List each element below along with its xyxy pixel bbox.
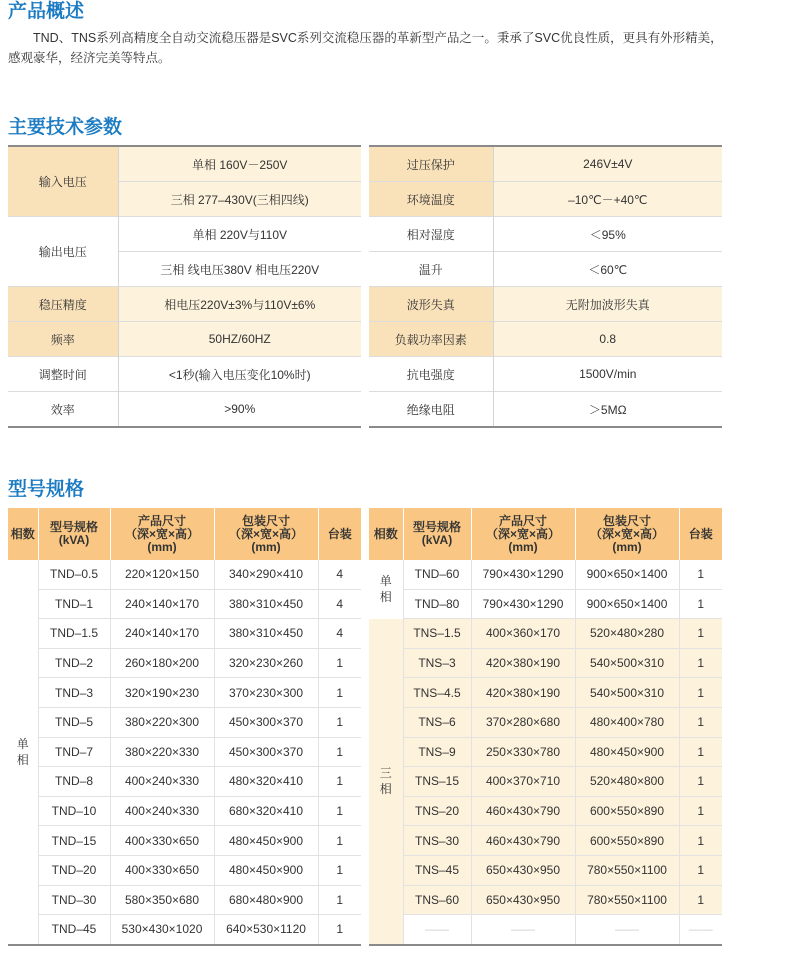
spec-label: 抗电强度 <box>369 357 493 392</box>
spec-row <box>8 392 361 428</box>
table-row <box>369 855 722 885</box>
spec-value: 单相 220V与110V <box>118 217 361 252</box>
unit-qty: —— <box>679 915 722 945</box>
header-model: 型号规格 (kVA) <box>403 508 471 560</box>
spec-table-left <box>8 145 361 428</box>
table-row <box>369 619 722 649</box>
unit-qty: 1 <box>679 826 722 856</box>
spec-label: 频率 <box>8 322 118 357</box>
spec-row <box>369 252 722 287</box>
unit-qty: 1 <box>679 678 722 708</box>
spec-row <box>8 217 361 252</box>
package-size: 480×450×900 <box>575 737 679 767</box>
package-size: 520×480×280 <box>575 619 679 649</box>
model-name: TND–80 <box>403 589 471 619</box>
table-row <box>8 589 361 619</box>
product-size: 650×430×950 <box>471 885 575 915</box>
spec-label: 绝缘电阻 <box>369 392 493 428</box>
model-name: TNS–1.5 <box>403 619 471 649</box>
product-size: 530×430×1020 <box>110 915 214 945</box>
package-size: 380×310×450 <box>214 619 318 649</box>
package-size: 680×320×410 <box>214 796 318 826</box>
model-name: TND–3 <box>38 678 110 708</box>
spec-label: 输入电压 <box>8 146 118 217</box>
model-name: TND–45 <box>38 915 110 945</box>
product-size: 460×430×790 <box>471 826 575 856</box>
product-size: 400×240×330 <box>110 796 214 826</box>
package-size: 450×300×370 <box>214 737 318 767</box>
model-name: TNS–3 <box>403 648 471 678</box>
model-name: TND–1.5 <box>38 619 110 649</box>
spec-label: 相对湿度 <box>369 217 493 252</box>
unit-qty: 1 <box>318 648 361 678</box>
product-size: 400×360×170 <box>471 619 575 649</box>
package-size: 900×650×1400 <box>575 589 679 619</box>
model-name: TNS–15 <box>403 767 471 797</box>
product-size: 400×240×330 <box>110 767 214 797</box>
model-header-row <box>8 508 361 560</box>
table-row <box>369 648 722 678</box>
unit-qty: 1 <box>679 855 722 885</box>
table-row <box>8 737 361 767</box>
product-size: 240×140×170 <box>110 589 214 619</box>
model-name: TNS–45 <box>403 855 471 885</box>
package-size: 600×550×890 <box>575 796 679 826</box>
product-size: 400×330×650 <box>110 826 214 856</box>
unit-qty: 1 <box>679 767 722 797</box>
model-table-left-body <box>8 560 361 945</box>
model-name: TND–5 <box>38 707 110 737</box>
model-name: TND–8 <box>38 767 110 797</box>
table-row <box>369 707 722 737</box>
table-row <box>369 737 722 767</box>
model-name: TND–10 <box>38 796 110 826</box>
spec-value: 50HZ/60HZ <box>118 322 361 357</box>
unit-qty: 1 <box>679 619 722 649</box>
package-size: 480×450×900 <box>214 826 318 856</box>
model-name: TND–2 <box>38 648 110 678</box>
phase-group: 三 相 <box>369 619 403 945</box>
package-size: 480×320×410 <box>214 767 318 797</box>
models-heading: 型号规格 <box>8 478 85 500</box>
package-size: 780×550×1100 <box>575 855 679 885</box>
spec-value: 三相 线电压380V 相电压220V <box>118 252 361 287</box>
spec-value: >90% <box>118 392 361 428</box>
package-size: 450×300×370 <box>214 707 318 737</box>
specs-heading: 主要技术参数 <box>8 116 123 138</box>
table-row <box>8 767 361 797</box>
product-size: 380×220×300 <box>110 707 214 737</box>
model-name: TND–0.5 <box>38 560 110 589</box>
spec-row <box>369 182 722 217</box>
table-row <box>369 915 722 945</box>
table-row <box>369 560 722 589</box>
model-name: TNS–4.5 <box>403 678 471 708</box>
table-row <box>8 560 361 589</box>
model-name: TND–60 <box>403 560 471 589</box>
unit-qty: 1 <box>679 589 722 619</box>
spec-value: 单相 160V－250V <box>118 146 361 182</box>
spec-value: 相电压220V±3%与110V±6% <box>118 287 361 322</box>
model-table-right-body <box>369 560 722 945</box>
overview-text: TND、TNS系列高精度全自动交流稳压器是SVC系列交流稳压器的革新型产品之一。秉承了SVC优良性质，更具有外形精美，感观豪华，经济完美等特点。 <box>8 31 723 65</box>
unit-qty: 4 <box>318 619 361 649</box>
header-qty: 台装 <box>318 508 361 560</box>
spec-row <box>8 357 361 392</box>
spec-value: 246V±4V <box>493 146 722 182</box>
table-row <box>369 589 722 619</box>
product-size: 420×380×190 <box>471 678 575 708</box>
spec-label: 过压保护 <box>369 146 493 182</box>
spec-value: <1秒(输入电压变化10%时) <box>118 357 361 392</box>
header-size: 产品尺寸 （深×宽×高） (mm) <box>471 508 575 560</box>
unit-qty: 1 <box>318 767 361 797</box>
header-phase: 相数 <box>369 508 403 560</box>
spec-value: ＜95% <box>493 217 722 252</box>
product-size: 420×380×190 <box>471 648 575 678</box>
table-row <box>369 678 722 708</box>
spec-label: 输出电压 <box>8 217 118 287</box>
model-name: TNS–6 <box>403 707 471 737</box>
package-size: 640×530×1120 <box>214 915 318 945</box>
unit-qty: 1 <box>679 648 722 678</box>
spec-value: 三相 277–430V(三相四线) <box>118 182 361 217</box>
spec-label: 环境温度 <box>369 182 493 217</box>
unit-qty: 1 <box>318 678 361 708</box>
package-size: 380×310×450 <box>214 589 318 619</box>
header-pack: 包装尺寸 （深×宽×高） (mm) <box>214 508 318 560</box>
product-size: 400×370×710 <box>471 767 575 797</box>
header-phase: 相数 <box>8 508 38 560</box>
product-size: 250×330×780 <box>471 737 575 767</box>
spec-label: 温升 <box>369 252 493 287</box>
unit-qty: 1 <box>679 707 722 737</box>
spec-row <box>369 322 722 357</box>
spec-value: –10℃－+40℃ <box>493 182 722 217</box>
table-row <box>369 796 722 826</box>
spec-row <box>369 392 722 428</box>
table-row <box>8 885 361 915</box>
phase-group: 单 相 <box>8 560 38 945</box>
table-row <box>8 826 361 856</box>
unit-qty: 1 <box>679 885 722 915</box>
product-size: 320×190×230 <box>110 678 214 708</box>
spec-label: 效率 <box>8 392 118 428</box>
product-size: 580×350×680 <box>110 885 214 915</box>
spec-row <box>8 322 361 357</box>
product-size: 650×430×950 <box>471 855 575 885</box>
model-name: TND–30 <box>38 885 110 915</box>
table-row <box>8 796 361 826</box>
package-size: 540×500×310 <box>575 678 679 708</box>
spec-row <box>8 146 361 182</box>
model-name: TNS–60 <box>403 885 471 915</box>
package-size: 540×500×310 <box>575 648 679 678</box>
table-row <box>369 826 722 856</box>
package-size: 480×450×900 <box>214 855 318 885</box>
model-table-right <box>369 508 722 946</box>
spec-row <box>369 146 722 182</box>
model-name: TND–20 <box>38 855 110 885</box>
unit-qty: 4 <box>318 589 361 619</box>
package-size: 600×550×890 <box>575 826 679 856</box>
unit-qty: 1 <box>318 885 361 915</box>
package-size: 320×230×260 <box>214 648 318 678</box>
table-row <box>8 855 361 885</box>
product-size: —— <box>471 915 575 945</box>
spec-value: ＞5MΩ <box>493 392 722 428</box>
package-size: —— <box>575 915 679 945</box>
package-size: 520×480×800 <box>575 767 679 797</box>
unit-qty: 1 <box>318 826 361 856</box>
spec-label: 调整时间 <box>8 357 118 392</box>
product-size: 220×120×150 <box>110 560 214 589</box>
phase-group: 单 相 <box>369 560 403 619</box>
unit-qty: 1 <box>318 707 361 737</box>
package-size: 480×400×780 <box>575 707 679 737</box>
table-row <box>369 767 722 797</box>
product-size: 240×140×170 <box>110 619 214 649</box>
spec-value: 无附加波形失真 <box>493 287 722 322</box>
spec-row <box>369 357 722 392</box>
product-size: 370×280×680 <box>471 707 575 737</box>
header-qty: 台装 <box>679 508 722 560</box>
unit-qty: 1 <box>679 796 722 826</box>
table-row <box>8 619 361 649</box>
unit-qty: 1 <box>318 915 361 945</box>
product-size: 380×220×330 <box>110 737 214 767</box>
model-name: —— <box>403 915 471 945</box>
model-table-left <box>8 508 361 946</box>
model-name: TNS–9 <box>403 737 471 767</box>
model-name: TNS–20 <box>403 796 471 826</box>
product-size: 460×430×790 <box>471 796 575 826</box>
spec-label: 稳压精度 <box>8 287 118 322</box>
spec-value: 1500V/min <box>493 357 722 392</box>
package-size: 370×230×300 <box>214 678 318 708</box>
model-name: TNS–30 <box>403 826 471 856</box>
product-size: 790×430×1290 <box>471 589 575 619</box>
product-size: 790×430×1290 <box>471 560 575 589</box>
header-pack: 包装尺寸 （深×宽×高） (mm) <box>575 508 679 560</box>
model-name: TND–7 <box>38 737 110 767</box>
product-size: 260×180×200 <box>110 648 214 678</box>
table-row <box>8 648 361 678</box>
package-size: 680×480×900 <box>214 885 318 915</box>
table-row <box>8 678 361 708</box>
unit-qty: 1 <box>318 737 361 767</box>
table-row <box>8 707 361 737</box>
unit-qty: 1 <box>318 855 361 885</box>
unit-qty: 1 <box>679 737 722 767</box>
unit-qty: 1 <box>318 796 361 826</box>
model-name: TND–1 <box>38 589 110 619</box>
table-row <box>8 915 361 945</box>
spec-row <box>8 287 361 322</box>
spec-row <box>369 287 722 322</box>
spec-row <box>369 217 722 252</box>
package-size: 780×550×1100 <box>575 885 679 915</box>
unit-qty: 4 <box>336 567 344 582</box>
model-name: TND–15 <box>38 826 110 856</box>
overview-heading: 产品概述 <box>8 0 85 22</box>
spec-label: 波形失真 <box>369 287 493 322</box>
spec-label: 负载功率因素 <box>369 322 493 357</box>
header-size: 产品尺寸 （深×宽×高） (mm) <box>110 508 214 560</box>
unit-qty: 1 <box>697 567 705 582</box>
package-size: 340×290×410 <box>214 560 318 589</box>
model-header-row <box>369 508 722 560</box>
spec-value: 0.8 <box>493 322 722 357</box>
spec-value: ＜60℃ <box>493 252 722 287</box>
header-model: 型号规格 (kVA) <box>38 508 110 560</box>
spec-table-right <box>369 145 722 428</box>
product-size: 400×330×650 <box>110 855 214 885</box>
package-size: 900×650×1400 <box>575 560 679 589</box>
table-row <box>369 885 722 915</box>
